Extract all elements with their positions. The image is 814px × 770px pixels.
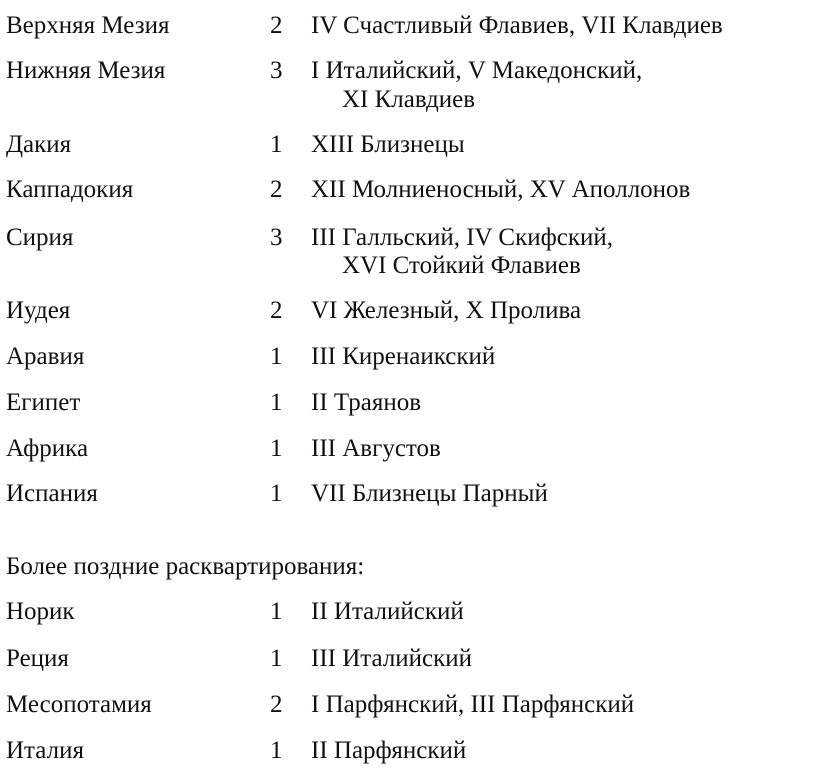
province-name: Египет [6,389,81,416]
province-name: Дакия [6,131,72,158]
province-name: Реция [6,645,69,672]
table-row-continuation [0,251,814,281]
legion-count: 1 [270,598,283,625]
table-row [0,388,814,418]
legion-list: II Парфянский [311,737,467,764]
province-name: Италия [6,737,84,764]
table-row [0,175,814,205]
table-row [0,56,814,86]
legion-list: I Италийский, V Македонский, [311,57,643,84]
legion-count: 2 [270,176,283,203]
legion-count: 2 [270,12,283,39]
legion-list: XIII Близнецы [311,131,465,158]
legion-list: II Италийский [311,598,464,625]
province-name: Испания [6,480,98,507]
province-name: Нижняя Мезия [6,57,166,84]
table-row [0,130,814,160]
table-row [0,11,814,41]
section-heading: Более поздние расквартирования: [6,553,365,580]
legion-count: 1 [270,131,283,158]
legion-count: 3 [270,224,283,251]
table-row [0,479,814,509]
province-name: Иудея [6,297,71,324]
legion-list: IV Счастливый Флавиев, VII Клавдиев [311,12,723,39]
legion-count: 2 [270,691,283,718]
province-name: Норик [6,598,75,625]
legion-list: III Августов [311,435,441,462]
legion-list: III Галльский, IV Скифский, [311,224,614,251]
province-name: Каппадокия [6,176,134,203]
legion-count: 1 [270,480,283,507]
table-row [0,644,814,674]
legion-list: II Траянов [311,389,421,416]
table-row [0,342,814,372]
table-row-continuation [0,85,814,115]
province-name: Месопотамия [6,691,152,718]
table-row [0,223,814,253]
table-row [0,434,814,464]
legion-list-continuation: XI Клавдиев [342,86,476,113]
legion-list: XII Молниеносный, XV Аполлонов [311,176,691,203]
legion-count: 1 [270,737,283,764]
table-row [0,690,814,720]
legion-count: 1 [270,343,283,370]
legion-list: I Парфянский, III Парфянский [311,691,635,718]
legion-list-continuation: XVI Стойкий Флавиев [342,252,581,279]
legion-list: VI Железный, X Пролива [311,297,582,324]
province-name: Сирия [6,224,74,251]
table-row [0,597,814,627]
legion-list: III Италийский [311,645,473,672]
legion-count: 1 [270,645,283,672]
legion-count: 1 [270,389,283,416]
province-name: Африка [6,435,89,462]
table-row [0,736,814,766]
legion-count: 3 [270,57,283,84]
legion-list: VII Близнецы Парный [311,480,548,507]
province-name: Верхняя Мезия [6,12,170,39]
legion-count: 2 [270,297,283,324]
legion-list: III Киренаикский [311,343,496,370]
legion-count: 1 [270,435,283,462]
table-row [0,296,814,326]
province-name: Аравия [6,343,85,370]
